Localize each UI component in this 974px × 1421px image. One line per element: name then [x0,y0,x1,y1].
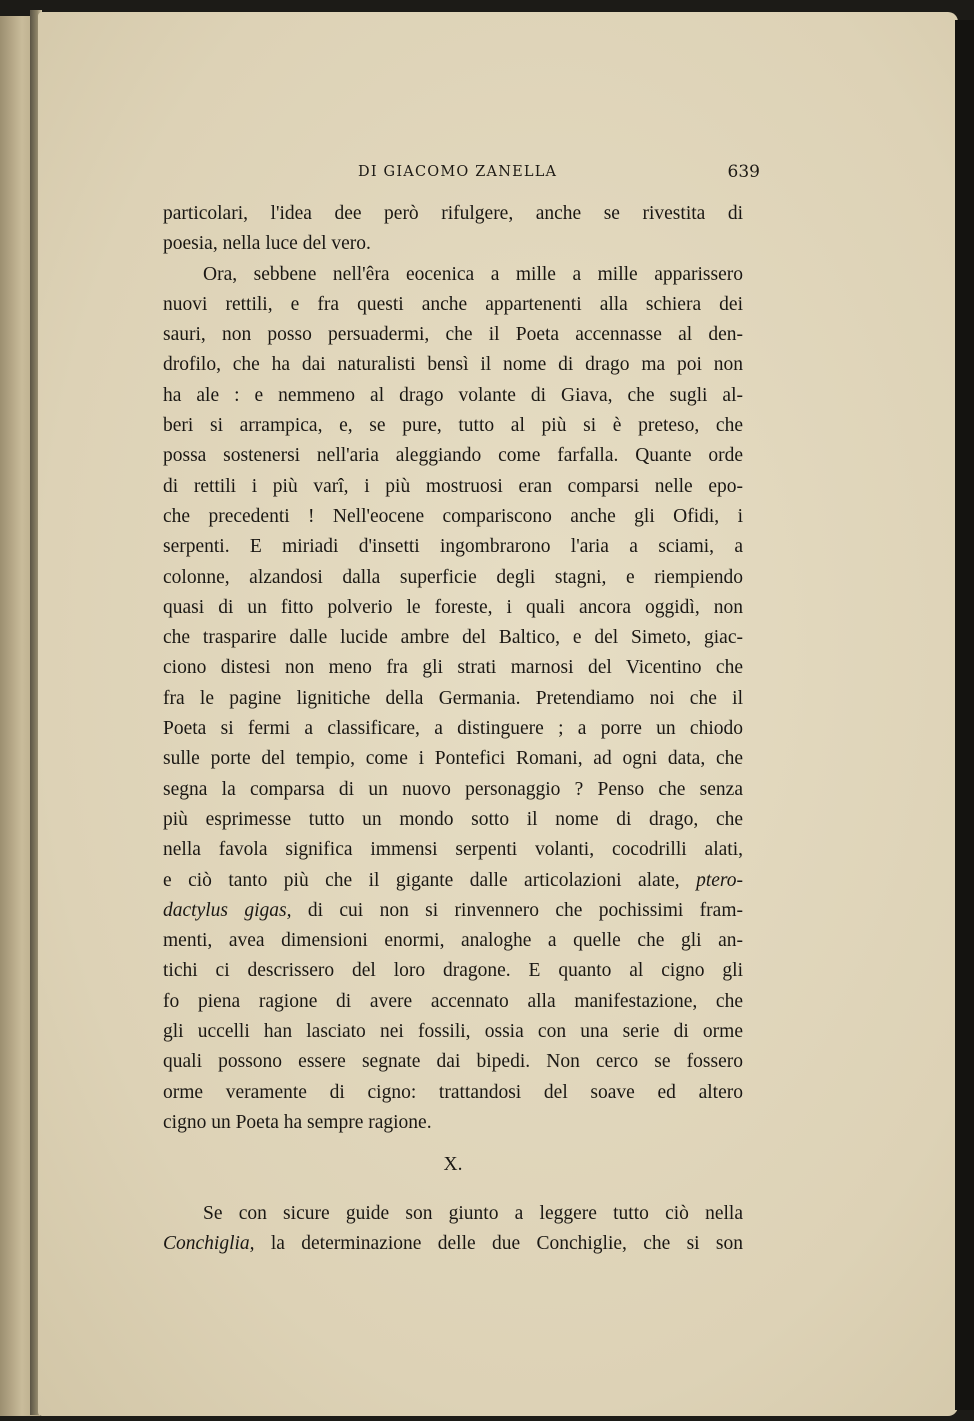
text-line: nuovi rettili, e fra questi anche appartenenti alla schiera dei [163,293,743,315]
text-line: Ora, sebbene nell'êra eocenica a mille a mille apparissero [203,263,743,285]
text-line: Poeta si fermi a classificare, a distinguere ; a porre un chiodo [163,718,743,740]
body-text [163,199,743,1259]
text-line: segna la comparsa di un nuovo personaggio ? Penso che senza [163,778,743,800]
text-line: cigno un Poeta ha sempre ragione. [163,1111,432,1133]
text-line: menti, avea dimensioni enormi, analoghe a quelle che gli an- [163,930,743,952]
italic-term: ptero- [696,869,743,891]
text-line: poesia, nella luce del vero. [163,233,371,255]
text-line: tichi ci descrissero del loro dragone. E quanto al cigno gli [163,960,743,982]
text-line: quali possono essere segnate dai bipedi. Non cerco se fossero [163,1051,743,1073]
section-heading: X. [443,1154,463,1176]
text-line: di rettili i più varî, i più mostruosi eran comparsi nelle epo- [163,475,743,497]
text-line-part: e ciò tanto più che il gigante dalle articolazioni alate, [163,869,680,891]
text-line: sauri, non posso persuadermi, che il Poeta accennasse al den- [163,324,743,346]
text-line: ha ale : e nemmeno al drago volante di Giava, che sugli al- [163,384,743,406]
text-line [163,866,743,896]
text-line: fra le pagine lignitiche della Germania. Pretendiamo noi che il [163,687,743,709]
text-line: quasi di un fitto polverio le foreste, i quali ancora oggidì, non [163,596,743,618]
text-line: che precedenti ! Nell'eocene compariscono anche gli Ofidi, i [163,505,743,527]
text-line-part: di cui non si rinvennero che pochissimi fram- [291,899,743,921]
italic-term: dactylus gigas, [163,899,292,921]
text-line: colonne, alzandosi dalla superficie degli stagni, e riempiendo [163,566,743,588]
text-line: nella favola significa immensi serpenti volanti, cocodrilli alati, [163,839,743,861]
page-number: 639 [727,162,760,182]
text-line: fo piena ragione di avere accennato alla manifestazione, che [163,990,743,1012]
text-line-part: la determinazione delle due Conchiglie, che si son [254,1232,743,1254]
text-line: possa sostenersi nell'aria aleggiando come farfalla. Quante orde [163,445,743,467]
text-line: gli uccelli han lasciato nei fossili, ossia con una serie di orme [163,1021,743,1043]
text-line: sulle porte del tempio, come i Pontefici Romani, ad ogni data, che [163,748,743,770]
text-line [163,896,743,926]
text-line: particolari, l'idea dee però rifulgere, anche se rivestita di [163,203,743,224]
running-title: DI GIACOMO ZANELLA [358,164,558,180]
text-line: orme veramente di cigno: trattandosi del soave ed altero [163,1081,743,1103]
text-line: beri si arrampica, e, se pure, tutto al più si è preteso, che [163,415,743,437]
running-header [300,162,760,186]
text-line: ciono distesi non meno fra gli strati marnosi del Vicentino che [163,657,743,679]
text-line: drofilo, che ha dai naturalisti bensì il nome di drago ma poi non [163,354,743,376]
text-line: che trasparire dalle lucide ambre del Baltico, e del Simeto, giac- [163,627,743,649]
text-line: Se con sicure guide son giunto a leggere tutto ciò nella [203,1202,743,1224]
page-shadow-edge [955,20,974,1410]
text-line: più esprimesse tutto un mondo sotto il nome di drago, che [163,808,743,830]
text-line: serpenti. E miriadi d'insetti ingombrarono l'aria a sciami, a [163,536,743,558]
text-line [163,1229,743,1259]
italic-term: Conchiglia, [163,1232,255,1254]
